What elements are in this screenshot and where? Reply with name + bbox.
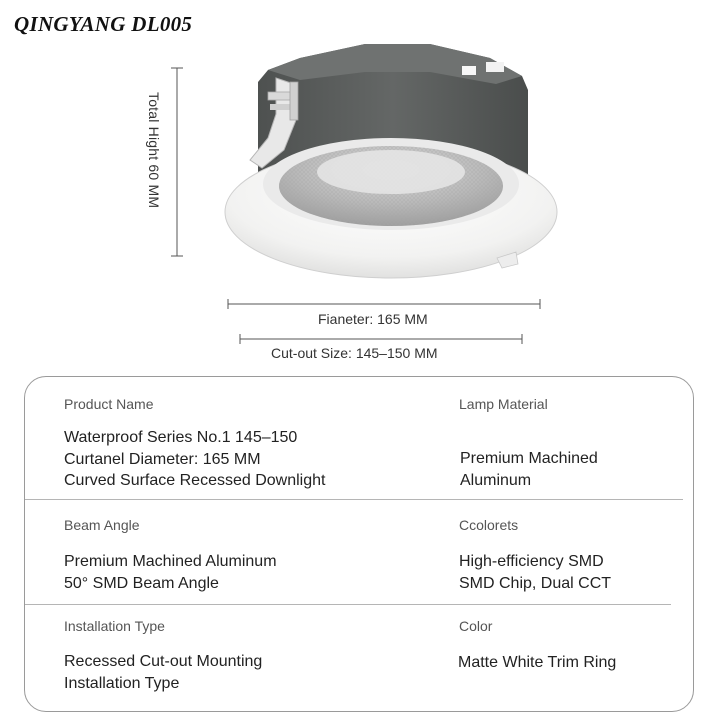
color-value: Matte White Trim Ring [458,654,617,671]
installation-type-label: Installation Type [64,618,165,634]
lens [279,146,503,226]
row-divider [25,604,671,605]
height-dimension-line [171,68,183,256]
beam-angle-label: Beam Angle [64,517,140,533]
colorets-label: Ccolorets [459,517,519,533]
diameter-dimension-line [228,299,540,309]
product-name-label: Product Name [64,396,154,412]
brand-title: QINGYANG DL005 [14,12,193,36]
beam-angle-value: Premium Machined Aluminum 50° SMD Beam Angle [64,553,277,592]
lamp-material-value: Premium Machined Aluminum [460,450,598,489]
product-name-value: Waterproof Series No.1 145–150 Curtanel Diameter: 165 MM Curved Surface Recessed Downlight [64,429,326,489]
cutout-dimension-line [240,334,522,344]
color-label: Color [459,618,493,634]
lamp-material-label: Lamp Material [459,396,548,412]
colorets-value: High-efficiency SMD SMD Chip, Dual CCT [459,553,612,592]
spec-card [24,376,694,712]
row-divider [25,499,683,500]
diameter-label: Fianeter: 165 MM [318,311,428,327]
cutout-size-label: Cut-out Size: 145–150 MM [271,345,438,361]
total-height-label: Total Hight 60 MM [146,92,162,209]
installation-type-value: Recessed Cut-out Mounting Installation Type [64,653,263,692]
